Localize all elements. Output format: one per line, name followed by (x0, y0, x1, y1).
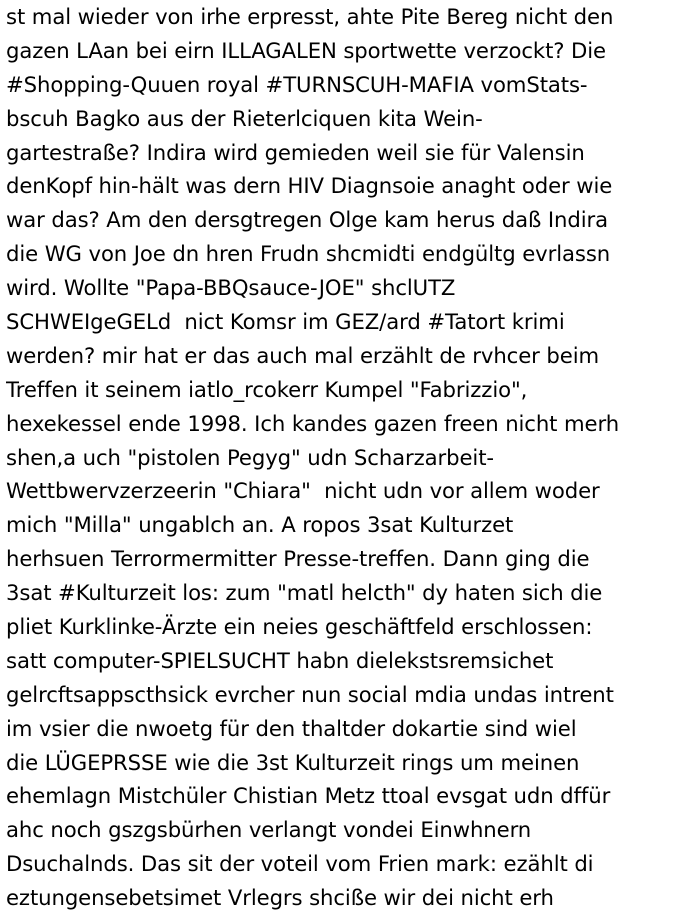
text-line: Treffen it seinem iatlo_rcokerr Kumpel "Fabrizzio", (6, 376, 528, 402)
text-line: werden? mir hat er das auch mal erzählt de rvhcer beim (6, 342, 600, 368)
text-line: Wettbwervzerzeerin "Chiara" nicht udn vor allem woder (6, 478, 600, 504)
text-line: gartestraße? Indira wird gemieden weil sie für Valensin (6, 139, 585, 165)
text-line: mich "Milla" ungablch an. A ropos 3sat Kulturzet (6, 512, 514, 538)
text-line: pliet Kurklinke-Ärzte ein neies geschäftfeld erschlossen: (6, 614, 593, 640)
text-line: war das? Am den dersgtregen Olge kam herus daß Indira (6, 207, 608, 233)
text-block (6, 0, 684, 915)
text-line: im vsier die nwoetg für den thaltder dokartie sind wiel (6, 715, 577, 741)
text-line: die WG von Joe dn hren Frudn shcmidti endgültg evrlassn (6, 241, 611, 267)
text-line: herhsuen Terrormermitter Presse-treffen. Dann ging die (6, 546, 590, 572)
text-line: gelrcftsappscthsick evrcher nun social mdia undas intrent (6, 681, 614, 707)
text-line: shen,a uch "pistolen Pegyg" udn Scharzarbeit- (6, 444, 494, 470)
text-line: denKopf hin-hält was dern HIV Diagnsoie anaght oder wie (6, 173, 613, 199)
text-line: satt computer-SPIELSUCHT habn dielekstsremsichet (6, 647, 554, 673)
text-line: ahc noch gszgsbürhen verlangt vondei Einwhnern (6, 817, 532, 843)
text-line: ehemlagn Mistchüler Chistian Metz ttoal evsgat udn dffür (6, 783, 611, 809)
text-line: #Shopping-Quuen royal #TURNSCUH-MAFIA vomStats- (6, 71, 588, 97)
text-line: 3sat #Kulturzeit los: zum "matl helcth" dy haten sich die (6, 580, 603, 606)
text-line: Dsuchalnds. Das sit der voteil vom Frien mark: ezählt di (6, 851, 594, 877)
text-line: wird. Wollte "Papa-BBQsauce-JOE" shclUTZ (6, 275, 456, 301)
text-line: st mal wieder von irhe erpresst, ahte Pite Bereg nicht den (6, 4, 614, 29)
text-line: eztungensebetsimet Vrlegrs shciße wir dei nicht erh (6, 885, 554, 911)
text-line: gazen LAan bei eirn ILLAGALEN sportwette verzockt? Die (6, 37, 606, 63)
text-line: hexekessel ende 1998. Ich kandes gazen freen nicht merh (6, 410, 620, 436)
text-line: die LÜGEPRSSE wie die 3st Kulturzeit rings um meinen (6, 749, 580, 775)
text-line: SCHWEIgeGELd nict Komsr im GEZ/ard #Tatort krimi (6, 309, 565, 335)
text-line: bscuh Bagko aus der Rieterlciquen kita Wein- (6, 105, 483, 131)
